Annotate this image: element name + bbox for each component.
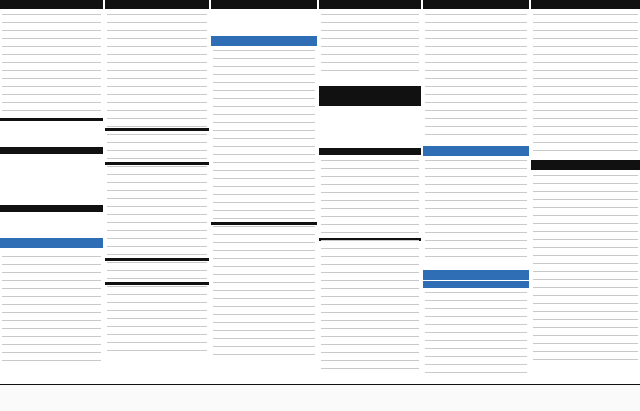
column-4-section-band xyxy=(319,148,421,155)
column-4-header xyxy=(319,0,421,9)
column-2-text-lines xyxy=(107,14,207,358)
column-1-highlight-band xyxy=(0,238,103,248)
column-3-text-lines xyxy=(213,50,315,362)
column-5-highlight-band xyxy=(423,270,529,280)
column-1-text-lines xyxy=(2,14,101,118)
column-2-header xyxy=(105,0,209,9)
column-6-text-lines xyxy=(533,14,638,158)
column-6-text-lines xyxy=(533,175,638,367)
column-3 xyxy=(211,0,317,382)
column-3-highlight-band xyxy=(211,36,317,46)
column-1 xyxy=(0,0,103,382)
column-5-text-lines xyxy=(425,292,527,380)
column-5-text-lines xyxy=(425,14,527,142)
column-4 xyxy=(319,0,421,382)
column-1-section-band xyxy=(0,205,103,212)
page-footer xyxy=(0,384,640,411)
column-5-highlight-band xyxy=(423,146,529,156)
column-4-text-lines xyxy=(321,14,419,78)
column-5-text-lines xyxy=(425,160,527,264)
column-5 xyxy=(423,0,529,382)
column-4-section-band xyxy=(319,96,421,106)
column-1-rule xyxy=(0,118,103,121)
column-1-header xyxy=(0,0,103,9)
column-6-header xyxy=(531,0,640,9)
column-1-text-lines xyxy=(2,256,101,368)
column-6 xyxy=(531,0,640,382)
column-2 xyxy=(105,0,209,382)
column-5-highlight-band xyxy=(423,281,529,288)
column-3-header xyxy=(211,0,317,9)
column-6-section-band xyxy=(531,160,640,170)
column-5-header xyxy=(423,0,529,9)
column-4-section-band xyxy=(319,86,421,96)
column-1-section-band xyxy=(0,147,103,154)
column-4-text-lines xyxy=(321,160,419,376)
